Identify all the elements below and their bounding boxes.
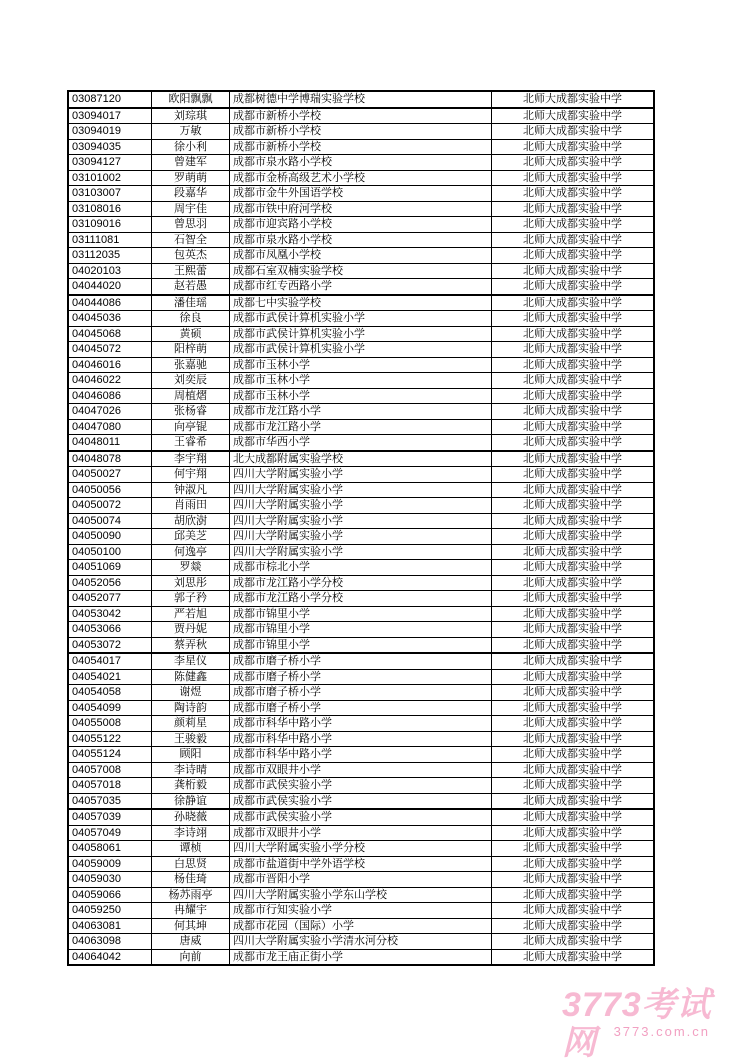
primary-school-cell: 成都市华西小学 (230, 435, 492, 451)
student-id-cell: 04046016 (68, 357, 152, 373)
primary-school-cell: 四川大学附属实验小学 (230, 482, 492, 498)
admitted-school-cell: 北师大成都实验中学 (492, 482, 655, 498)
admitted-school-cell: 北师大成都实验中学 (492, 747, 655, 763)
student-name-cell: 张嘉驰 (152, 357, 230, 373)
admitted-school-cell: 北师大成都实验中学 (492, 575, 655, 591)
table-row (68, 435, 654, 451)
student-id-cell: 04053066 (68, 622, 152, 638)
table-row (68, 170, 654, 186)
primary-school-cell: 成都市新桥小学校 (230, 108, 492, 124)
table-row (68, 809, 654, 825)
admitted-school-cell: 北师大成都实验中学 (492, 248, 655, 264)
student-id-cell: 04045068 (68, 326, 152, 342)
admitted-school-cell: 北师大成都实验中学 (492, 529, 655, 545)
admitted-school-cell: 北师大成都实验中学 (492, 295, 655, 311)
student-name-cell: 周宇佳 (152, 201, 230, 217)
admitted-school-cell: 北师大成都实验中学 (492, 622, 655, 638)
admitted-school-cell: 北师大成都实验中学 (492, 560, 655, 576)
admitted-school-cell: 北师大成都实验中学 (492, 108, 655, 124)
table-row (68, 498, 654, 514)
student-id-cell: 04048078 (68, 451, 152, 467)
primary-school-cell: 成都树德中学博瑞实验学校 (230, 91, 492, 108)
student-id-cell: 04055122 (68, 731, 152, 747)
table-row (68, 653, 654, 669)
primary-school-cell: 四川大学附属实验小学 (230, 467, 492, 483)
student-id-cell: 04055008 (68, 716, 152, 732)
admitted-school-cell: 北师大成都实验中学 (492, 186, 655, 202)
primary-school-cell: 成都市凤凰小学校 (230, 248, 492, 264)
student-name-cell: 刘思彤 (152, 575, 230, 591)
student-name-cell: 刘琮琪 (152, 108, 230, 124)
table-row (68, 467, 654, 483)
table-row (68, 155, 654, 171)
admitted-school-cell: 北师大成都实验中学 (492, 91, 655, 108)
table-row (68, 575, 654, 591)
student-id-cell: 03087120 (68, 91, 152, 108)
table-row (68, 311, 654, 327)
table-row (68, 108, 654, 124)
primary-school-cell: 成都市科华中路小学 (230, 731, 492, 747)
table-row (68, 373, 654, 389)
student-name-cell: 郭子矜 (152, 591, 230, 607)
student-id-cell: 03094035 (68, 139, 152, 155)
admitted-school-cell: 北师大成都实验中学 (492, 544, 655, 560)
table-row (68, 856, 654, 872)
table-row (68, 700, 654, 716)
primary-school-cell: 成都市新桥小学校 (230, 139, 492, 155)
primary-school-cell: 成都市晋阳小学 (230, 872, 492, 888)
student-name-cell: 王睿希 (152, 435, 230, 451)
student-name-cell: 曾建军 (152, 155, 230, 171)
student-name-cell: 黄硕 (152, 326, 230, 342)
table-row (68, 217, 654, 233)
student-id-cell: 04050090 (68, 529, 152, 545)
student-id-cell: 03108016 (68, 201, 152, 217)
student-name-cell: 杨苏雨亭 (152, 887, 230, 903)
primary-school-cell: 成都市磨子桥小学 (230, 669, 492, 685)
primary-school-cell: 成都市花园（国际）小学 (230, 918, 492, 934)
admitted-school-cell: 北师大成都实验中学 (492, 949, 655, 965)
student-id-cell: 04057039 (68, 809, 152, 825)
primary-school-cell: 成都市龙江路小学 (230, 404, 492, 420)
primary-school-cell: 四川大学附属实验小学分校 (230, 841, 492, 857)
student-name-cell: 白思贤 (152, 856, 230, 872)
student-name-cell: 罗萌萌 (152, 170, 230, 186)
table-row (68, 591, 654, 607)
student-id-cell: 03109016 (68, 217, 152, 233)
student-id-cell: 04052077 (68, 591, 152, 607)
admitted-school-cell: 北师大成都实验中学 (492, 435, 655, 451)
admitted-school-cell: 北师大成都实验中学 (492, 591, 655, 607)
student-name-cell: 王骏毅 (152, 731, 230, 747)
student-id-cell: 03111081 (68, 232, 152, 248)
table-row (68, 388, 654, 404)
table-row (68, 747, 654, 763)
student-name-cell: 曾思羽 (152, 217, 230, 233)
table-row (68, 544, 654, 560)
student-name-cell: 王熙蕾 (152, 263, 230, 279)
roster-body (68, 91, 654, 965)
table-row (68, 124, 654, 140)
student-id-cell: 04057008 (68, 762, 152, 778)
primary-school-cell: 成都市双眼井小学 (230, 825, 492, 841)
primary-school-cell: 成都市盐道街中学外语学校 (230, 856, 492, 872)
primary-school-cell: 成都市科华中路小学 (230, 716, 492, 732)
student-name-cell: 陶诗韵 (152, 700, 230, 716)
admitted-school-cell: 北师大成都实验中学 (492, 762, 655, 778)
table-row (68, 841, 654, 857)
table-row (68, 637, 654, 653)
admitted-school-cell: 北师大成都实验中学 (492, 856, 655, 872)
student-id-cell: 04058061 (68, 841, 152, 857)
student-name-cell: 徐静谊 (152, 793, 230, 809)
student-name-cell: 包英杰 (152, 248, 230, 264)
student-id-cell: 04044086 (68, 295, 152, 311)
primary-school-cell: 北大成都附属实验学校 (230, 451, 492, 467)
student-name-cell: 何宇翔 (152, 467, 230, 483)
student-name-cell: 冉耀宇 (152, 903, 230, 919)
admitted-school-cell: 北师大成都实验中学 (492, 388, 655, 404)
admitted-school-cell: 北师大成都实验中学 (492, 716, 655, 732)
student-name-cell: 谢煜 (152, 685, 230, 701)
student-id-cell: 04063098 (68, 934, 152, 950)
table-row (68, 451, 654, 467)
student-id-cell: 03112035 (68, 248, 152, 264)
table-row (68, 622, 654, 638)
admitted-school-cell: 北师大成都实验中学 (492, 653, 655, 669)
table-row (68, 357, 654, 373)
student-name-cell: 石智全 (152, 232, 230, 248)
student-id-cell: 04057018 (68, 778, 152, 794)
admitted-school-cell: 北师大成都实验中学 (492, 841, 655, 857)
primary-school-cell: 成都市玉林小学 (230, 388, 492, 404)
admitted-school-cell: 北师大成都实验中学 (492, 903, 655, 919)
student-name-cell: 孙晓薇 (152, 809, 230, 825)
primary-school-cell: 成都市龙王庙正街小学 (230, 949, 492, 965)
student-id-cell: 03094127 (68, 155, 152, 171)
admitted-school-cell: 北师大成都实验中学 (492, 872, 655, 888)
table-row (68, 326, 654, 342)
student-id-cell: 04054058 (68, 685, 152, 701)
primary-school-cell: 四川大学附属实验小学清水河分校 (230, 934, 492, 950)
admitted-school-cell: 北师大成都实验中学 (492, 201, 655, 217)
student-id-cell: 04050100 (68, 544, 152, 560)
primary-school-cell: 成都市龙江路小学分校 (230, 575, 492, 591)
primary-school-cell: 成都市武侯实验小学 (230, 778, 492, 794)
primary-school-cell: 成都市迎宾路小学校 (230, 217, 492, 233)
student-name-cell: 罗燚 (152, 560, 230, 576)
student-name-cell: 刘奕辰 (152, 373, 230, 389)
site-watermark (562, 986, 730, 1062)
student-id-cell: 04046022 (68, 373, 152, 389)
student-name-cell: 陈健鑫 (152, 669, 230, 685)
table-row (68, 248, 654, 264)
admitted-school-cell: 北师大成都实验中学 (492, 809, 655, 825)
admitted-school-cell: 北师大成都实验中学 (492, 139, 655, 155)
student-id-cell: 04050072 (68, 498, 152, 514)
admitted-school-cell: 北师大成都实验中学 (492, 419, 655, 435)
admitted-school-cell: 北师大成都实验中学 (492, 263, 655, 279)
student-id-cell: 04044020 (68, 279, 152, 295)
student-name-cell: 徐良 (152, 311, 230, 327)
table-row (68, 232, 654, 248)
admitted-school-cell: 北师大成都实验中学 (492, 170, 655, 186)
admitted-school-cell: 北师大成都实验中学 (492, 606, 655, 622)
student-id-cell: 04054017 (68, 653, 152, 669)
admitted-school-cell: 北师大成都实验中学 (492, 669, 655, 685)
admitted-school-cell: 北师大成都实验中学 (492, 155, 655, 171)
student-id-cell: 04053042 (68, 606, 152, 622)
admitted-school-cell: 北师大成都实验中学 (492, 342, 655, 358)
student-id-cell: 04046086 (68, 388, 152, 404)
primary-school-cell: 成都市双眼井小学 (230, 762, 492, 778)
primary-school-cell: 四川大学附属实验小学 (230, 513, 492, 529)
student-name-cell: 何逸亭 (152, 544, 230, 560)
student-name-cell: 阳梓萌 (152, 342, 230, 358)
primary-school-cell: 成都市金桥高级艺术小学校 (230, 170, 492, 186)
student-name-cell: 李诗晴 (152, 762, 230, 778)
table-row (68, 482, 654, 498)
primary-school-cell: 成都市泉水路小学校 (230, 155, 492, 171)
table-row (68, 606, 654, 622)
primary-school-cell: 成都市金牛外国语学校 (230, 186, 492, 202)
student-name-cell: 唐威 (152, 934, 230, 950)
admitted-school-cell: 北师大成都实验中学 (492, 731, 655, 747)
student-name-cell: 严若旭 (152, 606, 230, 622)
student-id-cell: 04059250 (68, 903, 152, 919)
admitted-school-cell: 北师大成都实验中学 (492, 685, 655, 701)
admitted-school-cell: 北师大成都实验中学 (492, 934, 655, 950)
admitted-school-cell: 北师大成都实验中学 (492, 217, 655, 233)
student-name-cell: 万敏 (152, 124, 230, 140)
table-row (68, 887, 654, 903)
primary-school-cell: 成都市龙江路小学 (230, 419, 492, 435)
admitted-school-cell: 北师大成都实验中学 (492, 404, 655, 420)
student-id-cell: 04047026 (68, 404, 152, 420)
student-name-cell: 钟淑凡 (152, 482, 230, 498)
primary-school-cell: 成都市泉水路小学校 (230, 232, 492, 248)
table-row (68, 825, 654, 841)
student-id-cell: 04052056 (68, 575, 152, 591)
admitted-school-cell: 北师大成都实验中学 (492, 700, 655, 716)
primary-school-cell: 成都市武侯计算机实验小学 (230, 326, 492, 342)
primary-school-cell: 成都市武侯实验小学 (230, 809, 492, 825)
student-id-cell: 04059009 (68, 856, 152, 872)
primary-school-cell: 成都市玉林小学 (230, 357, 492, 373)
admitted-school-cell: 北师大成都实验中学 (492, 357, 655, 373)
student-name-cell: 龚桁毅 (152, 778, 230, 794)
admitted-school-cell: 北师大成都实验中学 (492, 793, 655, 809)
primary-school-cell: 成都市锦里小学 (230, 622, 492, 638)
table-row (68, 560, 654, 576)
primary-school-cell: 成都市科华中路小学 (230, 747, 492, 763)
primary-school-cell: 成都市武侯实验小学 (230, 793, 492, 809)
student-id-cell: 04045072 (68, 342, 152, 358)
admitted-school-cell: 北师大成都实验中学 (492, 637, 655, 653)
student-name-cell: 贾丹妮 (152, 622, 230, 638)
student-name-cell: 邱美芝 (152, 529, 230, 545)
table-row (68, 716, 654, 732)
student-id-cell: 04050056 (68, 482, 152, 498)
student-name-cell: 欧阳飘飘 (152, 91, 230, 108)
student-id-cell: 04059066 (68, 887, 152, 903)
admitted-school-cell: 北师大成都实验中学 (492, 887, 655, 903)
primary-school-cell: 成都市锦里小学 (230, 606, 492, 622)
primary-school-cell: 成都市锦里小学 (230, 637, 492, 653)
table-row (68, 762, 654, 778)
primary-school-cell: 四川大学附属实验小学 (230, 498, 492, 514)
primary-school-cell: 成都市铁中府河学校 (230, 201, 492, 217)
primary-school-cell: 成都市棕北小学 (230, 560, 492, 576)
student-id-cell: 04055124 (68, 747, 152, 763)
student-name-cell: 杨佳琦 (152, 872, 230, 888)
primary-school-cell: 成都市磨子桥小学 (230, 700, 492, 716)
primary-school-cell: 成都市玉林小学 (230, 373, 492, 389)
table-row (68, 793, 654, 809)
admitted-school-cell: 北师大成都实验中学 (492, 778, 655, 794)
table-row (68, 279, 654, 295)
table-row (68, 91, 654, 108)
student-id-cell: 04057049 (68, 825, 152, 841)
primary-school-cell: 成都市武侯计算机实验小学 (230, 342, 492, 358)
student-id-cell: 04063081 (68, 918, 152, 934)
admitted-school-cell: 北师大成都实验中学 (492, 124, 655, 140)
student-id-cell: 03094017 (68, 108, 152, 124)
student-id-cell: 04048011 (68, 435, 152, 451)
student-id-cell: 04059030 (68, 872, 152, 888)
table-row (68, 263, 654, 279)
table-row (68, 934, 654, 950)
table-row (68, 685, 654, 701)
student-id-cell: 04057035 (68, 793, 152, 809)
table-row (68, 201, 654, 217)
student-name-cell: 谭桢 (152, 841, 230, 857)
table-row (68, 918, 654, 934)
primary-school-cell: 成都市新桥小学校 (230, 124, 492, 140)
primary-school-cell: 成都市武侯计算机实验小学 (230, 311, 492, 327)
primary-school-cell: 成都市磨子桥小学 (230, 653, 492, 669)
table-row (68, 669, 654, 685)
primary-school-cell: 成都七中实验学校 (230, 295, 492, 311)
student-id-cell: 04050027 (68, 467, 152, 483)
student-name-cell: 向亭锟 (152, 419, 230, 435)
table-row (68, 342, 654, 358)
student-name-cell: 张杨睿 (152, 404, 230, 420)
student-name-cell: 颜莉星 (152, 716, 230, 732)
admitted-school-cell: 北师大成都实验中学 (492, 326, 655, 342)
admission-roster-table (67, 90, 655, 966)
table-row (68, 186, 654, 202)
watermark-logo-text: 3773考试网 (562, 986, 712, 1062)
student-id-cell: 04047080 (68, 419, 152, 435)
admitted-school-cell: 北师大成都实验中学 (492, 467, 655, 483)
student-id-cell: 04051069 (68, 560, 152, 576)
admitted-school-cell: 北师大成都实验中学 (492, 498, 655, 514)
student-id-cell: 04050074 (68, 513, 152, 529)
student-name-cell: 李宇翔 (152, 451, 230, 467)
admitted-school-cell: 北师大成都实验中学 (492, 825, 655, 841)
student-id-cell: 04064042 (68, 949, 152, 965)
student-name-cell: 向前 (152, 949, 230, 965)
student-name-cell: 蔡弄秋 (152, 637, 230, 653)
student-name-cell: 段嘉华 (152, 186, 230, 202)
student-id-cell: 04053072 (68, 637, 152, 653)
admitted-school-cell: 北师大成都实验中学 (492, 373, 655, 389)
primary-school-cell: 四川大学附属实验小学 (230, 529, 492, 545)
admitted-school-cell: 北师大成都实验中学 (492, 311, 655, 327)
student-name-cell: 周植熠 (152, 388, 230, 404)
student-name-cell: 李诗翊 (152, 825, 230, 841)
primary-school-cell: 成都市行知实验小学 (230, 903, 492, 919)
watermark-domain-text: 3773.com.cn (613, 1024, 710, 1039)
admitted-school-cell: 北师大成都实验中学 (492, 513, 655, 529)
primary-school-cell: 成都市磨子桥小学 (230, 685, 492, 701)
primary-school-cell: 成都石室双楠实验学校 (230, 263, 492, 279)
admitted-school-cell: 北师大成都实验中学 (492, 451, 655, 467)
student-id-cell: 03094019 (68, 124, 152, 140)
admitted-school-cell: 北师大成都实验中学 (492, 918, 655, 934)
table-row (68, 949, 654, 965)
student-name-cell: 何其坤 (152, 918, 230, 934)
student-id-cell: 04054099 (68, 700, 152, 716)
primary-school-cell: 四川大学附属实验小学 (230, 544, 492, 560)
admitted-school-cell: 北师大成都实验中学 (492, 232, 655, 248)
primary-school-cell: 四川大学附属实验小学东山学校 (230, 887, 492, 903)
table-row (68, 513, 654, 529)
table-row (68, 529, 654, 545)
primary-school-cell: 成都市龙江路小学分校 (230, 591, 492, 607)
table-row (68, 419, 654, 435)
student-name-cell: 徐小利 (152, 139, 230, 155)
student-id-cell: 03103007 (68, 186, 152, 202)
table-row (68, 139, 654, 155)
table-row (68, 872, 654, 888)
table-row (68, 903, 654, 919)
table-row (68, 731, 654, 747)
student-name-cell: 顾阳 (152, 747, 230, 763)
table-row (68, 404, 654, 420)
student-name-cell: 胡欣澍 (152, 513, 230, 529)
student-id-cell: 04045036 (68, 311, 152, 327)
student-name-cell: 赵若愚 (152, 279, 230, 295)
student-name-cell: 李星仪 (152, 653, 230, 669)
primary-school-cell: 成都市红专西路小学 (230, 279, 492, 295)
admitted-school-cell: 北师大成都实验中学 (492, 279, 655, 295)
table-row (68, 778, 654, 794)
student-name-cell: 肖雨田 (152, 498, 230, 514)
student-id-cell: 03101002 (68, 170, 152, 186)
student-id-cell: 04054021 (68, 669, 152, 685)
student-id-cell: 04020103 (68, 263, 152, 279)
student-name-cell: 潘佳瑶 (152, 295, 230, 311)
table-row (68, 295, 654, 311)
